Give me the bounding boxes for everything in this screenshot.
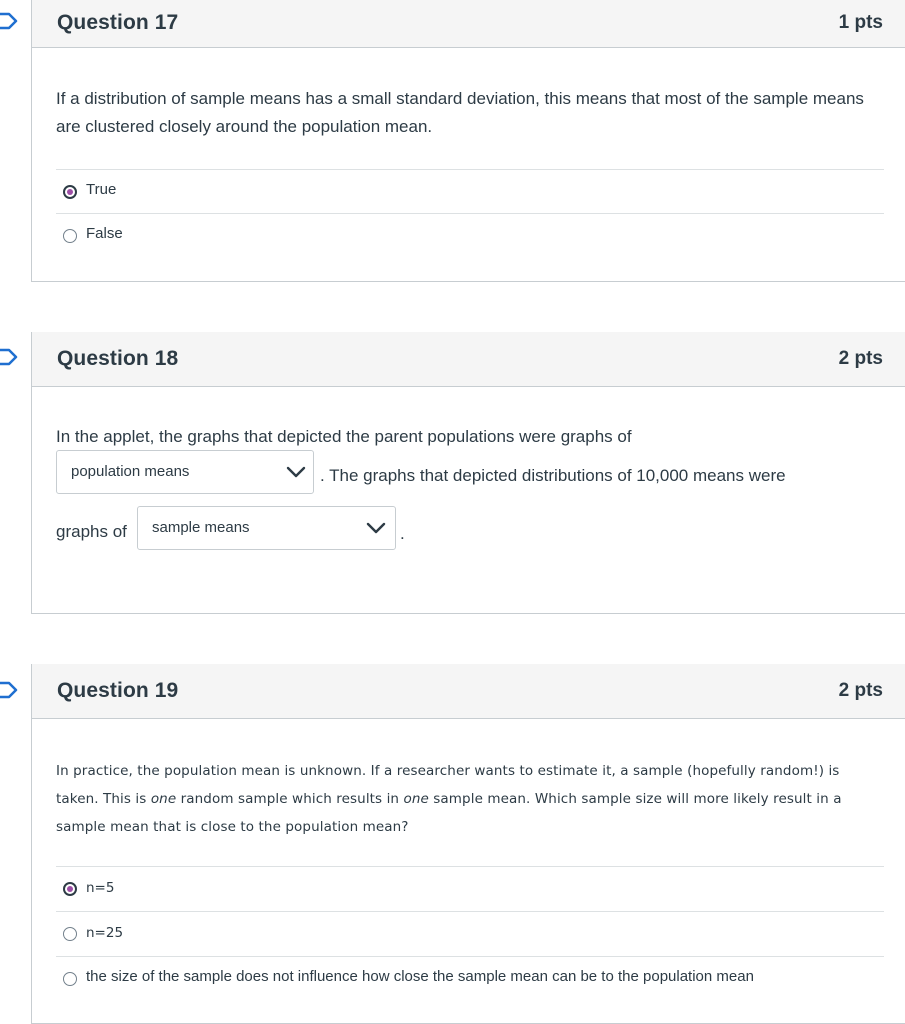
chevron-down-icon <box>366 521 386 535</box>
answer-label: False <box>86 225 123 242</box>
question-header <box>32 664 905 719</box>
question-text: If a distribution of sample means has a small standard deviation, this means that most of the sample means are clustered closely around the population mean. <box>56 89 864 136</box>
question-text-end: . <box>400 524 405 543</box>
chevron-down-icon <box>286 465 306 479</box>
question-text-line1: In the applet, the graphs that depicted the parent populations were graphs of <box>56 427 632 446</box>
question-text-line3: sample mean that is close to the population mean? <box>56 819 409 835</box>
question-title: Question 17 <box>57 11 179 34</box>
answer-label: n=25 <box>86 925 124 941</box>
text-segment: sample mean. Which sample size will more likely result in a <box>428 791 842 807</box>
flag-question-icon[interactable] <box>0 348 18 366</box>
answer-option[interactable] <box>56 866 884 910</box>
text-segment: random sample which results in <box>176 791 404 807</box>
answer-dropdown-2[interactable] <box>137 506 396 550</box>
question-text-mid: . The graphs that depicted distributions of 10,000 means were <box>320 466 786 485</box>
answer-option[interactable] <box>56 169 884 213</box>
answer-option[interactable] <box>56 956 884 1000</box>
question-title: Question 19 <box>57 679 179 702</box>
emphasis-text: one <box>150 791 177 807</box>
dropdown-selected-value: sample means <box>152 519 250 536</box>
answer-dropdown-1[interactable] <box>56 450 314 494</box>
radio-selected[interactable] <box>63 185 77 199</box>
answer-option[interactable] <box>56 213 884 257</box>
radio-unselected[interactable] <box>63 229 77 243</box>
flag-question-icon[interactable] <box>0 12 18 30</box>
question-points: 1 pts <box>838 12 883 33</box>
emphasis-text: one <box>403 791 429 807</box>
question-text-prefix: graphs of <box>56 522 127 541</box>
question-card-18 <box>31 332 905 614</box>
radio-selected[interactable] <box>63 882 77 896</box>
answer-label: True <box>86 181 117 198</box>
question-header <box>32 332 905 387</box>
question-card-17 <box>31 0 905 282</box>
question-card-19 <box>31 664 905 1024</box>
text-segment: taken. This is <box>56 791 151 807</box>
question-points: 2 pts <box>838 348 883 369</box>
question-header <box>32 0 905 48</box>
question-points: 2 pts <box>838 680 883 701</box>
question-text-line1: In practice, the population mean is unknown. If a researcher wants to estimate it, a sample (hopefully random!) is <box>56 763 840 779</box>
answer-label: n=5 <box>86 880 115 896</box>
dropdown-selected-value: population means <box>71 463 190 480</box>
question-text-line2 <box>56 785 842 813</box>
answer-option[interactable] <box>56 911 884 955</box>
flag-question-icon[interactable] <box>0 681 18 699</box>
question-title: Question 18 <box>57 347 179 370</box>
answer-label: the size of the sample does not influence how close the sample mean can be to the population mean <box>86 968 754 985</box>
radio-unselected[interactable] <box>63 972 77 986</box>
radio-unselected[interactable] <box>63 927 77 941</box>
